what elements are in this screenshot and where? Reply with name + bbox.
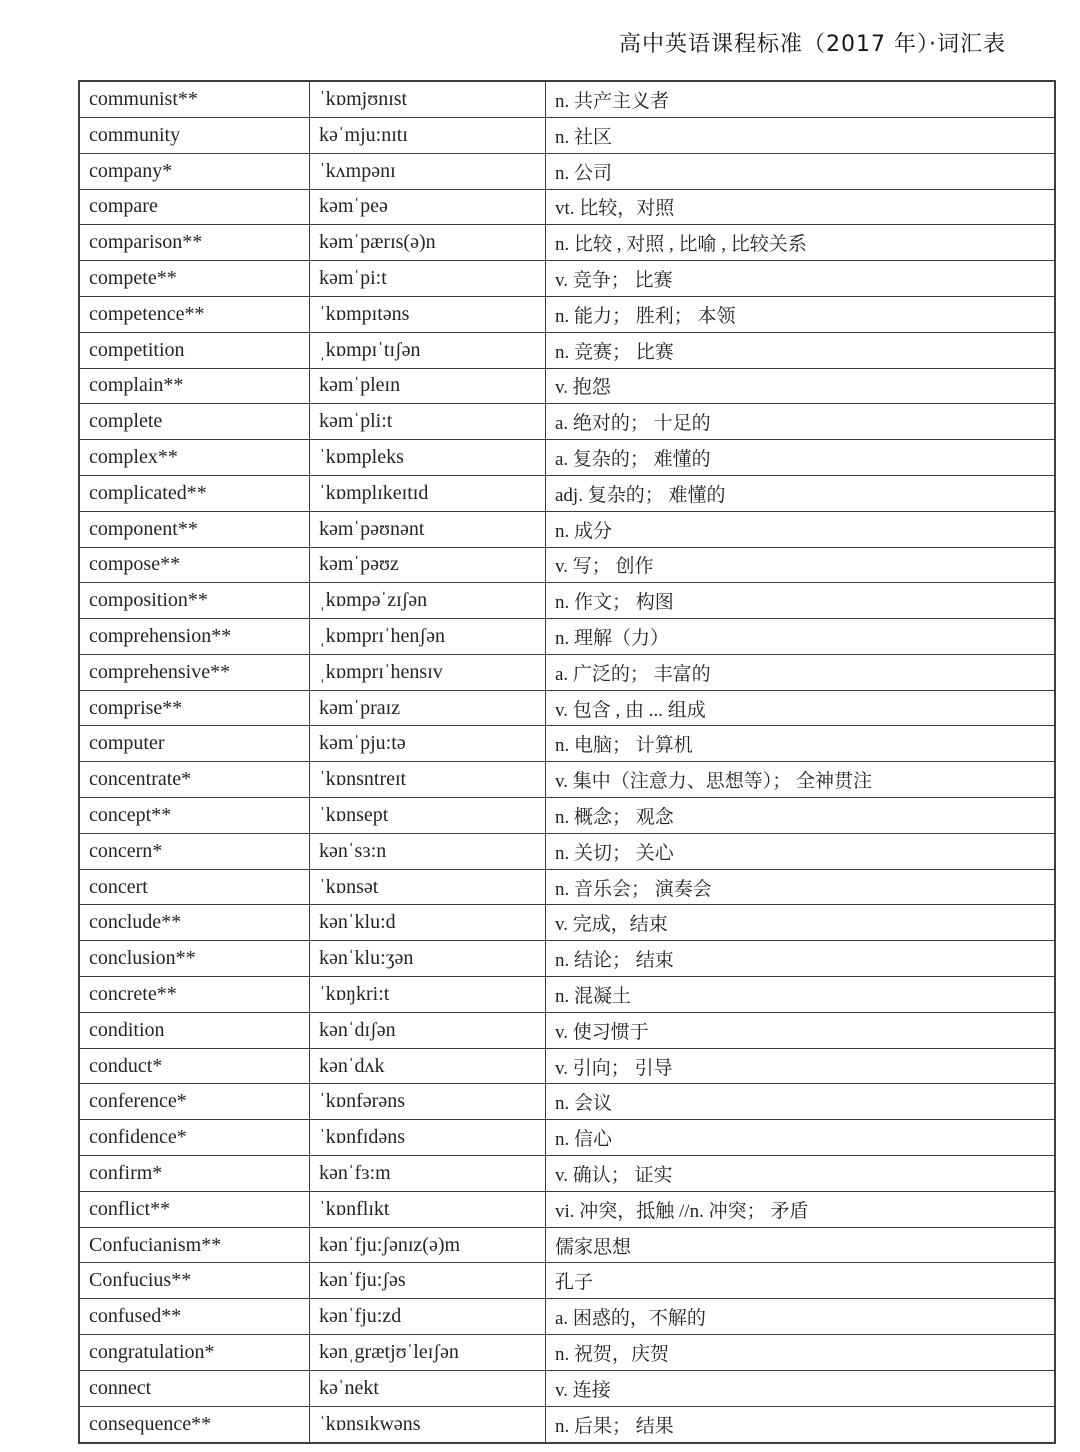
ipa-cell: kəmˈpeə (310, 189, 546, 225)
table-row (79, 654, 1055, 690)
definition-cell: v. 集中（注意力、思想等）； 全神贯注 (546, 762, 1056, 798)
ipa-cell: kəmˈpəʊnənt (310, 511, 546, 547)
ipa-cell: kənˈklu:d (310, 905, 546, 941)
word-cell: conclusion** (79, 941, 310, 977)
ipa-cell: kəmˈpli:t (310, 404, 546, 440)
definition-cell: n. 概念； 观念 (546, 798, 1056, 834)
definition-cell: adj. 复杂的； 难懂的 (546, 475, 1056, 511)
word-cell: company* (79, 153, 310, 189)
ipa-cell: ˈkʌmpənɪ (310, 153, 546, 189)
ipa-cell: ˈkɒnsntreɪt (310, 762, 546, 798)
word-cell: comprehensive** (79, 654, 310, 690)
word-cell: conference* (79, 1084, 310, 1120)
table-row (79, 117, 1055, 153)
definition-cell: v. 使习惯于 (546, 1012, 1056, 1048)
ipa-cell: ˈkɒnsɪkwəns (310, 1406, 546, 1443)
word-cell: comparison** (79, 225, 310, 261)
ipa-cell: kəmˈpju:tə (310, 726, 546, 762)
table-row (79, 1335, 1055, 1371)
definition-cell: n. 公司 (546, 153, 1056, 189)
definition-cell: a. 绝对的； 十足的 (546, 404, 1056, 440)
ipa-cell: kəˈnekt (310, 1370, 546, 1406)
table-row (79, 833, 1055, 869)
ipa-cell: kəmˈpraɪz (310, 690, 546, 726)
ipa-cell: ˈkɒnsept (310, 798, 546, 834)
ipa-cell: ˈkɒmpleks (310, 440, 546, 476)
ipa-cell: kənˈklu:ʒən (310, 941, 546, 977)
ipa-cell: ˈkɒmplɪkeɪtɪd (310, 475, 546, 511)
table-row (79, 547, 1055, 583)
definition-cell: n. 会议 (546, 1084, 1056, 1120)
vocab-table-body (79, 81, 1055, 1443)
definition-cell: v. 连接 (546, 1370, 1056, 1406)
word-cell: Confucius** (79, 1263, 310, 1299)
table-row (79, 440, 1055, 476)
ipa-cell: ˌkɒmprɪˈhenʃən (310, 619, 546, 655)
definition-cell: n. 电脑； 计算机 (546, 726, 1056, 762)
table-row (79, 153, 1055, 189)
word-cell: composition** (79, 583, 310, 619)
table-row (79, 762, 1055, 798)
word-cell: conflict** (79, 1191, 310, 1227)
table-row (79, 225, 1055, 261)
definition-cell: v. 完成，结束 (546, 905, 1056, 941)
table-row (79, 81, 1055, 117)
word-cell: concert (79, 869, 310, 905)
word-cell: complex** (79, 440, 310, 476)
word-cell: conduct* (79, 1048, 310, 1084)
table-row (79, 1012, 1055, 1048)
table-row (79, 869, 1055, 905)
word-cell: communist** (79, 81, 310, 117)
ipa-cell: ˈkɒŋkri:t (310, 977, 546, 1013)
definition-cell: v. 抱怨 (546, 368, 1056, 404)
word-cell: condition (79, 1012, 310, 1048)
definition-cell: n. 共产主义者 (546, 81, 1056, 117)
definition-cell: n. 作文； 构图 (546, 583, 1056, 619)
word-cell: competence** (79, 296, 310, 332)
table-row (79, 261, 1055, 297)
word-cell: Confucianism** (79, 1227, 310, 1263)
table-row (79, 1048, 1055, 1084)
vocabulary-table (78, 80, 1056, 1444)
ipa-cell: ˈkɒnfərəns (310, 1084, 546, 1120)
definition-cell: v. 包含 , 由 ... 组成 (546, 690, 1056, 726)
definition-cell: n. 音乐会； 演奏会 (546, 869, 1056, 905)
definition-cell: a. 复杂的； 难懂的 (546, 440, 1056, 476)
table-row (79, 189, 1055, 225)
word-cell: component** (79, 511, 310, 547)
ipa-cell: kəmˈpi:t (310, 261, 546, 297)
ipa-cell: ˈkɒnfɪdəns (310, 1120, 546, 1156)
word-cell: compete** (79, 261, 310, 297)
word-cell: confused** (79, 1299, 310, 1335)
word-cell: congratulation* (79, 1335, 310, 1371)
word-cell: confidence* (79, 1120, 310, 1156)
ipa-cell: ˌkɒmpɪˈtɪʃən (310, 332, 546, 368)
table-row (79, 1227, 1055, 1263)
ipa-cell: ˈkɒmpɪtəns (310, 296, 546, 332)
ipa-cell: kənˈfɜ:m (310, 1156, 546, 1192)
table-row (79, 404, 1055, 440)
definition-cell: n. 混凝土 (546, 977, 1056, 1013)
page-title: 高中英语课程标准（2017 年）·词汇表 (619, 32, 1006, 57)
table-row (79, 1156, 1055, 1192)
definition-cell: v. 引向； 引导 (546, 1048, 1056, 1084)
table-row (79, 296, 1055, 332)
table-row (79, 475, 1055, 511)
ipa-cell: kənˈdɪʃən (310, 1012, 546, 1048)
definition-cell: a. 困惑的，不解的 (546, 1299, 1056, 1335)
word-cell: community (79, 117, 310, 153)
word-cell: concern* (79, 833, 310, 869)
table-row (79, 1299, 1055, 1335)
word-cell: compose** (79, 547, 310, 583)
ipa-cell: ˌkɒmprɪˈhensɪv (310, 654, 546, 690)
table-row (79, 1191, 1055, 1227)
definition-cell: v. 竞争； 比赛 (546, 261, 1056, 297)
table-row (79, 905, 1055, 941)
word-cell: comprise** (79, 690, 310, 726)
definition-cell: n. 成分 (546, 511, 1056, 547)
table-row (79, 332, 1055, 368)
definition-cell: n. 关切； 关心 (546, 833, 1056, 869)
word-cell: complete (79, 404, 310, 440)
ipa-cell: kənˈfju:zd (310, 1299, 546, 1335)
word-cell: connect (79, 1370, 310, 1406)
word-cell: computer (79, 726, 310, 762)
ipa-cell: kənˌgrætjʊˈleɪʃən (310, 1335, 546, 1371)
ipa-cell: ˌkɒmpəˈzɪʃən (310, 583, 546, 619)
table-row (79, 1120, 1055, 1156)
ipa-cell: ˈkɒmjʊnɪst (310, 81, 546, 117)
ipa-cell: ˈkɒnflɪkt (310, 1191, 546, 1227)
definition-cell: a. 广泛的； 丰富的 (546, 654, 1056, 690)
word-cell: concept** (79, 798, 310, 834)
word-cell: confirm* (79, 1156, 310, 1192)
table-row (79, 690, 1055, 726)
table-row (79, 583, 1055, 619)
definition-cell: n. 社区 (546, 117, 1056, 153)
definition-cell: n. 能力； 胜利； 本领 (546, 296, 1056, 332)
definition-cell: vt. 比较，对照 (546, 189, 1056, 225)
word-cell: concentrate* (79, 762, 310, 798)
definition-cell: n. 祝贺，庆贺 (546, 1335, 1056, 1371)
table-row (79, 726, 1055, 762)
ipa-cell: kəmˈpleɪn (310, 368, 546, 404)
definition-cell: n. 竞赛； 比赛 (546, 332, 1056, 368)
table-row (79, 1084, 1055, 1120)
ipa-cell: kənˈsɜ:n (310, 833, 546, 869)
definition-cell: v. 确认； 证实 (546, 1156, 1056, 1192)
word-cell: comprehension** (79, 619, 310, 655)
word-cell: competition (79, 332, 310, 368)
table-row (79, 1263, 1055, 1299)
ipa-cell: kəmˈpærɪs(ə)n (310, 225, 546, 261)
ipa-cell: kənˈfju:ʃənɪz(ə)m (310, 1227, 546, 1263)
word-cell: conclude** (79, 905, 310, 941)
word-cell: compare (79, 189, 310, 225)
definition-cell: v. 写； 创作 (546, 547, 1056, 583)
definition-cell: vi. 冲突，抵触 //n. 冲突； 矛盾 (546, 1191, 1056, 1227)
definition-cell: n. 理解（力） (546, 619, 1056, 655)
table-row (79, 1406, 1055, 1443)
ipa-cell: kənˈfju:ʃəs (310, 1263, 546, 1299)
word-cell: complicated** (79, 475, 310, 511)
table-row (79, 368, 1055, 404)
definition-cell: n. 比较 , 对照 , 比喻 , 比较关系 (546, 225, 1056, 261)
ipa-cell: kəˈmju:nɪtɪ (310, 117, 546, 153)
definition-cell: n. 信心 (546, 1120, 1056, 1156)
ipa-cell: ˈkɒnsət (310, 869, 546, 905)
word-cell: complain** (79, 368, 310, 404)
definition-cell: 孔子 (546, 1263, 1056, 1299)
word-cell: consequence** (79, 1406, 310, 1443)
table-row (79, 941, 1055, 977)
table-row (79, 619, 1055, 655)
definition-cell: n. 后果； 结果 (546, 1406, 1056, 1443)
ipa-cell: kəmˈpəʊz (310, 547, 546, 583)
definition-cell: 儒家思想 (546, 1227, 1056, 1263)
word-cell: concrete** (79, 977, 310, 1013)
table-row (79, 977, 1055, 1013)
table-row (79, 511, 1055, 547)
table-row (79, 1370, 1055, 1406)
table-row (79, 798, 1055, 834)
ipa-cell: kənˈdʌk (310, 1048, 546, 1084)
definition-cell: n. 结论； 结束 (546, 941, 1056, 977)
